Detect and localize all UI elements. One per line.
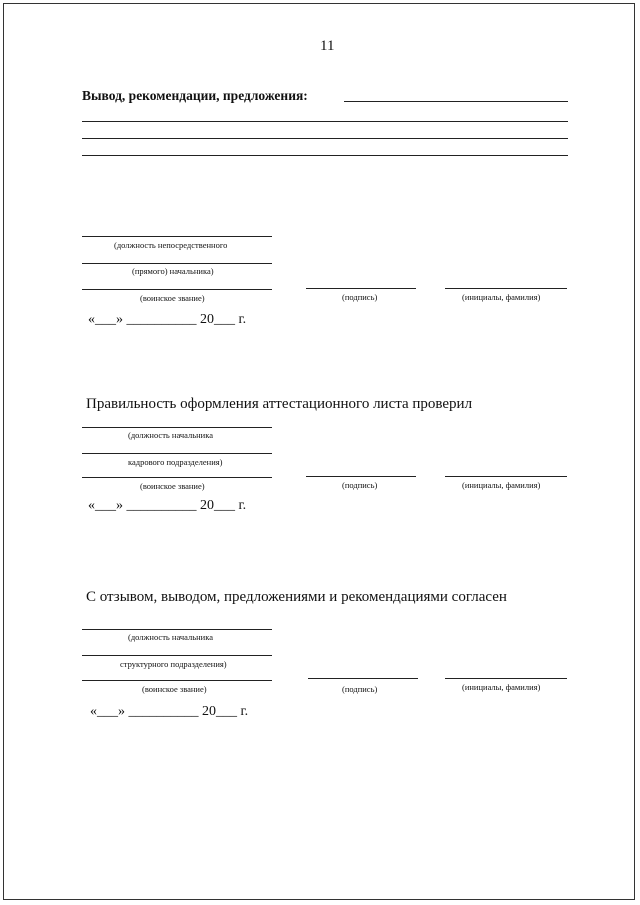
agreement-heading: С отзывом, выводом, предложениями и рекомендациями согласен <box>86 589 507 605</box>
position-line-2[interactable] <box>82 655 272 656</box>
rank-caption: (воинское звание) <box>140 293 205 303</box>
rank-caption: (воинское звание) <box>142 684 207 694</box>
verification-heading: Правильность оформления аттестационного листа проверил <box>86 396 473 412</box>
name-caption: (инициалы, фамилия) <box>462 682 541 692</box>
position-caption-1: (должность непосредственного <box>114 240 228 250</box>
position-line-2[interactable] <box>82 453 272 454</box>
date-close-quote: » <box>116 312 123 327</box>
position-line-1[interactable] <box>82 427 272 428</box>
date-close-quote: » <box>116 498 123 513</box>
conclusion-heading: Вывод, рекомендации, предложения: <box>82 88 308 103</box>
name-line[interactable] <box>445 678 567 679</box>
name-line[interactable] <box>445 476 567 477</box>
rank-line[interactable] <box>82 477 272 478</box>
signature-line[interactable] <box>306 288 416 289</box>
date-day-blank: ___ <box>95 312 116 327</box>
document-page <box>3 3 635 900</box>
date-suffix: г. <box>240 704 249 719</box>
conclusion-input-line[interactable] <box>344 101 568 102</box>
date-suffix: г. <box>238 498 247 513</box>
signature-caption: (подпись) <box>342 480 378 490</box>
position-line-2[interactable] <box>82 263 272 264</box>
position-caption-1: (должность начальника <box>128 632 213 642</box>
date-day-blank: ___ <box>97 704 118 719</box>
conclusion-line-2[interactable] <box>82 138 568 139</box>
date-day-blank: ___ <box>95 498 116 513</box>
date-field[interactable] <box>88 498 246 514</box>
date-year: 20___ <box>200 312 235 327</box>
conclusion-line-3[interactable] <box>82 155 568 156</box>
position-caption-2: кадрового подразделения) <box>128 457 223 467</box>
date-open-quote: « <box>88 312 95 327</box>
date-month-blank: __________ <box>128 704 199 719</box>
signature-caption: (подпись) <box>342 684 378 694</box>
rank-caption: (воинское звание) <box>140 481 205 491</box>
position-line-1[interactable] <box>82 629 272 630</box>
signature-line[interactable] <box>308 678 418 679</box>
date-open-quote: « <box>88 498 95 513</box>
position-caption-2: (прямого) начальника) <box>132 266 214 276</box>
date-month-blank: __________ <box>126 498 197 513</box>
page-number: 11 <box>320 38 335 54</box>
name-caption: (инициалы, фамилия) <box>462 292 541 302</box>
date-month-blank: __________ <box>126 312 197 327</box>
date-field[interactable] <box>88 312 246 328</box>
rank-line[interactable] <box>82 680 272 681</box>
position-caption-1: (должность начальника <box>128 430 213 440</box>
name-caption: (инициалы, фамилия) <box>462 480 541 490</box>
rank-line[interactable] <box>82 289 272 290</box>
name-line[interactable] <box>445 288 567 289</box>
date-open-quote: « <box>90 704 97 719</box>
date-field[interactable] <box>90 704 248 720</box>
date-year: 20___ <box>200 498 235 513</box>
position-line-1[interactable] <box>82 236 272 237</box>
date-year: 20___ <box>202 704 237 719</box>
date-close-quote: » <box>118 704 125 719</box>
date-suffix: г. <box>238 312 247 327</box>
conclusion-line-1[interactable] <box>82 121 568 122</box>
signature-caption: (подпись) <box>342 292 378 302</box>
signature-line[interactable] <box>306 476 416 477</box>
position-caption-2: структурного подразделения) <box>120 659 227 669</box>
